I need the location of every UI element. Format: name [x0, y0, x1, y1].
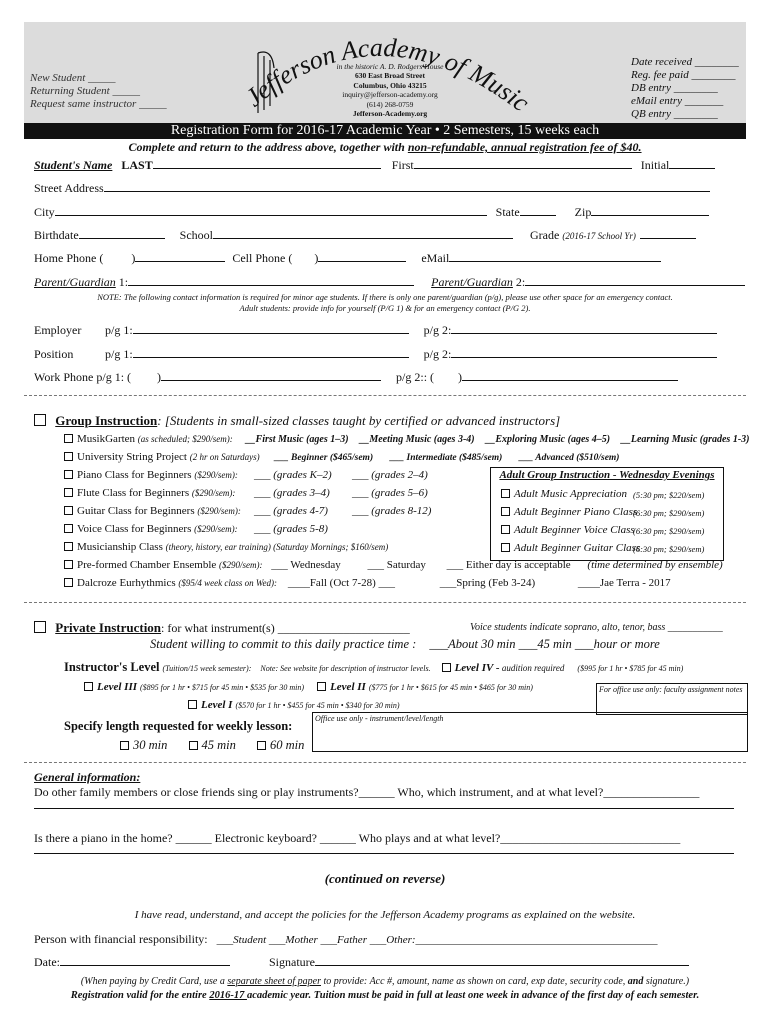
parent2-field[interactable]	[525, 285, 745, 286]
form-subtitle	[0, 140, 770, 155]
level3-label: Level III	[97, 681, 138, 693]
level4-checkbox[interactable]	[442, 663, 451, 672]
group-option-note: (time determined by ensemble)	[587, 559, 723, 571]
validity-part: academic year. Tuition must be paid in full at least one week in advance of the first day of each semester.	[246, 990, 700, 1001]
website-line: Jefferson-Academy.org	[352, 109, 428, 119]
home-phone-label: Home Phone (	[34, 251, 104, 265]
pg2-label: p/g 2:: (	[396, 370, 435, 384]
adult-row-label: Adult Beginner Guitar Class	[514, 542, 641, 554]
adult-row	[501, 488, 721, 500]
level2-checkbox[interactable]	[317, 682, 326, 691]
birthdate-field[interactable]	[79, 238, 165, 239]
guitar-checkbox[interactable]	[64, 506, 73, 515]
group-option[interactable]: ___ Beginner ($465/sem)	[274, 453, 374, 463]
private-heading: Private Instruction	[55, 620, 162, 635]
group-row-guitar	[64, 505, 241, 517]
level1-price: ($570 for 1 hr • $455 for 45 min • $340 for 30 min)	[235, 701, 400, 710]
level2-price: ($775 for 1 hr • $615 for 45 min • $465 for 30 min)	[368, 683, 533, 692]
position-row	[34, 347, 717, 362]
level4-label: Level IV -	[454, 662, 500, 674]
credit-note-part: (When paying by Credit Card, use a	[80, 976, 228, 987]
student-name-label: Student's Name	[34, 158, 113, 172]
chamber-checkbox[interactable]	[64, 560, 73, 569]
employer-pg2-field[interactable]	[451, 333, 717, 334]
returning-student-line[interactable]: Returning Student _____	[30, 85, 140, 97]
answer-line[interactable]	[34, 808, 734, 809]
home-phone-field[interactable]	[135, 261, 225, 262]
new-student-line[interactable]: New Student _____	[30, 72, 116, 84]
employer-label: Employer	[34, 323, 82, 337]
group-option[interactable]: ___ Intermediate ($485/sem)	[389, 453, 503, 463]
parent1-field[interactable]	[128, 285, 414, 286]
grade-note: (2016-17 School Yr)	[562, 231, 636, 241]
grade-field[interactable]	[640, 238, 696, 239]
group-option[interactable]: ___ Saturday	[367, 559, 426, 571]
adult-checkbox[interactable]	[501, 507, 510, 516]
answer-line[interactable]	[34, 853, 734, 854]
credit-note-part: separate sheet of paper	[227, 976, 321, 987]
level1-label: Level I	[201, 699, 233, 711]
work-phone-pg1-field[interactable]	[161, 380, 381, 381]
piano-checkbox[interactable]	[64, 470, 73, 479]
state-field[interactable]	[520, 215, 556, 216]
section-divider	[24, 762, 746, 763]
group-row-musikgarten	[64, 433, 749, 445]
group-option[interactable]: ___ Either day is acceptable	[446, 559, 571, 571]
group-option[interactable]: ___ (grades 5–6)	[352, 487, 428, 499]
continued-note: (continued on reverse)	[324, 871, 446, 886]
level1-checkbox[interactable]	[188, 700, 197, 709]
initial-label: Initial	[640, 158, 670, 172]
group-option[interactable]: ___ Advanced ($510/sem)	[519, 453, 620, 463]
group-option[interactable]: ___ Wednesday	[271, 559, 341, 571]
street-label: Street Address	[34, 181, 104, 195]
level2-label: Level II	[330, 681, 366, 693]
position-pg1-field[interactable]	[133, 357, 409, 358]
phone-row: Home Phone ( ) Cell Phone ( ) eMail	[34, 251, 661, 266]
group-row-label: MusikGarten	[77, 433, 136, 445]
group-option[interactable]: ___Spring (Feb 3-24)	[439, 577, 536, 589]
first-name-label: First	[391, 158, 414, 172]
group-row-note: ($95/4 week class on Wed):	[178, 578, 278, 588]
group-option[interactable]: ___ (grades K–2)	[254, 469, 332, 481]
group-row-note: ($290/sem):	[194, 524, 238, 534]
group-option[interactable]: ___ (grades 2–4)	[352, 469, 428, 481]
pg1-label: p/g 1:	[105, 347, 133, 361]
last-name-field[interactable]	[153, 168, 381, 169]
length-45-checkbox[interactable]	[189, 741, 198, 750]
adult-row-label: Adult Music Appreciation	[514, 488, 628, 500]
adult-row-label: Adult Beginner Piano Class	[514, 506, 638, 518]
level-web-note: Note: See website for description of instructor levels.	[260, 664, 431, 673]
section-divider	[24, 602, 746, 603]
adult-row	[501, 542, 721, 554]
position-pg2-field[interactable]	[451, 357, 717, 358]
level3-price: ($895 for 1 hr • $715 for 45 min • $535 for 30 min)	[140, 683, 305, 692]
group-row-note: ($290/sem):	[219, 560, 263, 570]
financial-options[interactable]: ___Student ___Mother ___Father ___Other:____________________________________________	[216, 934, 658, 946]
section-divider	[24, 395, 746, 396]
group-heading-note: : [Students in small-sized classes taught by certified or advanced instructors]	[157, 413, 561, 428]
office-use-box-1[interactable]	[596, 683, 748, 715]
group-row-piano	[64, 469, 238, 481]
parent1-suffix: 1:	[115, 275, 129, 289]
birthdate-row	[34, 228, 696, 243]
level3-row	[84, 679, 533, 694]
practice-options[interactable]: ___About 30 min ___45 min ___hour or more	[429, 637, 660, 651]
grade-label: Grade	[530, 228, 560, 242]
piano-question[interactable]: Is there a piano in the home? ______ Electronic keyboard? ______ Who plays and at what level?______________________________	[34, 831, 681, 845]
group-row-label: University String Project	[77, 451, 187, 463]
student-name-row	[34, 158, 715, 173]
credit-note-part: and	[627, 976, 644, 987]
contact-note	[0, 292, 770, 314]
voice-note[interactable]: Voice students indicate soprano, alto, tenor, bass ___________	[470, 622, 723, 633]
private-heading-row	[34, 620, 410, 636]
employer-row	[34, 323, 717, 338]
financial-label: Person with financial responsibility:	[34, 932, 208, 946]
pg1-label: p/g 1: (	[96, 370, 132, 384]
length-30-checkbox[interactable]	[120, 741, 129, 750]
level4-price: ($995 for 1 hr • $785 for 45 min)	[577, 664, 684, 673]
adult-checkbox[interactable]	[501, 525, 510, 534]
dalcroze-checkbox[interactable]	[64, 578, 73, 587]
employer-pg1-field[interactable]	[133, 333, 409, 334]
adult-row	[501, 506, 721, 518]
group-row-label: Dalcroze Eurhythmics	[77, 577, 176, 589]
group-option[interactable]: ___ (grades 5-8)	[254, 523, 328, 535]
birthdate-label: Birthdate	[34, 228, 79, 242]
length-60-checkbox[interactable]	[257, 741, 266, 750]
office-entry-block	[631, 56, 739, 121]
level4-note: audition required	[499, 663, 565, 673]
date-field[interactable]	[60, 965, 230, 966]
zip-label: Zip	[574, 205, 592, 219]
work-phone-row: Work Phone p/g 1: ( ) p/g 2:: ( )	[34, 370, 678, 385]
adult-row-time: (5:30 pm; $220/sem)	[633, 490, 705, 500]
parent2-label: Parent/Guardian	[431, 275, 513, 289]
group-heading: Group Instruction	[55, 413, 158, 428]
musicianship-checkbox[interactable]	[64, 542, 73, 551]
email-field[interactable]	[449, 261, 661, 262]
fee-note: non-refundable, annual registration fee of $40.	[407, 140, 642, 154]
student-status-block	[30, 72, 167, 111]
group-row-label: Voice Class for Beginners	[77, 523, 192, 535]
position-label: Position	[34, 347, 74, 361]
credit-card-note	[0, 976, 770, 987]
street-field[interactable]	[104, 191, 710, 192]
group-row-note: ($290/sem):	[191, 488, 236, 498]
adult-row-time: (6:30 pm; $290/sem)	[633, 508, 705, 518]
group-row-label: Flute Class for Beginners	[77, 487, 190, 499]
pg2-label: p/g 2:	[423, 323, 452, 337]
email-line: inquiry@jefferson-academy.org	[342, 90, 438, 100]
general-heading: General information:	[34, 770, 141, 784]
date-label: Date:	[34, 955, 60, 969]
address-line: 630 East Broad Street	[355, 71, 425, 81]
flute-checkbox[interactable]	[64, 488, 73, 497]
group-row-flute	[64, 487, 235, 499]
reg-fee-line[interactable]: Reg. fee paid ________	[631, 69, 736, 81]
parent1-label: Parent/Guardian	[34, 275, 116, 289]
group-option[interactable]: __First Music (ages 1–3)	[245, 434, 349, 445]
office-use-box-2[interactable]	[312, 712, 748, 752]
adult-box-title: Adult Group Instruction - Wednesday Evenings	[499, 469, 715, 481]
contact-note-line1: NOTE: The following contact information is required for minor age students. If there is only one parent/guardian (p/g), please use other space for an emergency contact.	[97, 292, 673, 302]
date-received-line[interactable]: Date received ________	[631, 56, 739, 68]
validity-note	[0, 990, 770, 1001]
db-entry-line[interactable]: DB entry ________	[631, 82, 718, 94]
adult-row-time: (6:30 pm; $290/sem)	[633, 526, 705, 536]
level-label: Instructor's Level	[64, 660, 160, 674]
adult-group-box	[490, 467, 724, 561]
same-instructor-line[interactable]: Request same instructor _____	[30, 98, 167, 110]
validity-part: Registration valid for the entire	[70, 990, 210, 1001]
level1-row	[188, 697, 400, 712]
group-row-note: ($290/sem):	[194, 470, 238, 480]
group-row-voice	[64, 523, 238, 535]
family-music-question[interactable]: Do other family members or close friends sing or play instruments?______ Who, which instrument, and at what level?________________	[34, 785, 700, 799]
pg2-label: p/g 2:	[423, 347, 452, 361]
signature-label: Signature	[269, 955, 315, 969]
financial-row	[34, 932, 658, 947]
musikgarten-checkbox[interactable]	[64, 434, 73, 443]
group-row-note: (2 hr on Saturdays)	[189, 452, 260, 462]
state-label: State	[495, 205, 520, 219]
form-title-bar: Registration Form for 2016-17 Academic Year • 2 Semesters, 15 weeks each	[24, 123, 746, 139]
cell-phone-label: Cell Phone (	[232, 251, 293, 265]
office-box-label: Office use only - instrument/level/length	[315, 714, 444, 723]
group-option[interactable]: ___ (grades 4-7)	[254, 505, 328, 517]
length-label: Specify length requested for weekly lesson:	[64, 719, 293, 733]
practice-label: Student willing to commit to this daily practice time :	[150, 637, 417, 651]
subtitle-text: Complete and return to the address above, together with	[128, 140, 408, 154]
address-line: Columbus, Ohio 43215	[353, 80, 427, 90]
email-entry-line[interactable]: eMail entry _______	[631, 95, 724, 107]
group-option[interactable]: ___ (grades 3–4)	[254, 487, 330, 499]
length-option: 45 min	[201, 738, 236, 752]
signature-field[interactable]	[315, 965, 689, 966]
group-heading-row	[34, 413, 560, 429]
adult-row-label: Adult Beginner Voice Class	[514, 524, 635, 536]
signature-row	[34, 955, 689, 970]
group-row-note: (as scheduled; $290/sem):	[137, 434, 233, 444]
zip-field[interactable]	[591, 215, 709, 216]
school-field[interactable]	[213, 238, 513, 239]
group-row-note: ($290/sem):	[197, 506, 241, 516]
group-row-musicianship	[64, 541, 388, 553]
pg1-label: p/g 1:	[105, 323, 133, 337]
group-option[interactable]: ___ (grades 8-12)	[352, 505, 432, 517]
group-option[interactable]: __Learning Music (grades 1-3)	[620, 434, 750, 445]
group-row-string-project	[64, 451, 619, 463]
private-checkbox[interactable]	[34, 621, 46, 633]
group-row-note: (theory, history, ear training) (Saturday Mornings; $160/sem)	[165, 542, 389, 552]
city-row	[34, 205, 709, 220]
group-row-label: Pre-formed Chamber Ensemble	[77, 559, 217, 571]
level3-checkbox[interactable]	[84, 682, 93, 691]
length-option: 30 min	[133, 738, 168, 752]
school-label: School	[179, 228, 213, 242]
city-field[interactable]	[55, 215, 487, 216]
level-note: (Tuition/15 week semester):	[162, 664, 252, 673]
parent2-suffix: 2:	[512, 275, 526, 289]
address-block	[330, 62, 450, 118]
contact-note-line2: Adult students: provide info for yourself (P/G 1) & for an emergency contact (P/G 2).	[239, 303, 531, 313]
work-phone-label: Work Phone	[34, 370, 94, 384]
length-option: 60 min	[270, 738, 305, 752]
voice-checkbox[interactable]	[64, 524, 73, 533]
credit-note-part: signature.)	[643, 976, 690, 987]
adult-row-time: (6:30 pm; $290/sem)	[633, 544, 705, 554]
work-phone-pg2-field[interactable]	[462, 380, 678, 381]
string-project-checkbox[interactable]	[64, 452, 73, 461]
validity-part: 2016-17	[209, 990, 247, 1001]
group-checkbox[interactable]	[34, 414, 46, 426]
group-row-label: Piano Class for Beginners	[77, 469, 192, 481]
adult-checkbox[interactable]	[501, 543, 510, 552]
lyre-icon	[250, 48, 280, 118]
office-box-label: For office use only: faculty assignment notes	[599, 685, 743, 694]
practice-row	[150, 637, 660, 652]
group-row-label: Musicianship Class	[77, 541, 163, 553]
group-row-label: Guitar Class for Beginners	[77, 505, 195, 517]
first-name-field[interactable]	[414, 168, 632, 169]
city-label: City	[34, 205, 55, 219]
cell-phone-field[interactable]	[318, 261, 406, 262]
level-row	[64, 660, 683, 675]
group-option[interactable]: __Meeting Music (ages 3-4)	[359, 434, 475, 445]
credit-note-part: to provide: Acc #, amount, name as shown on card, exp date, security code,	[320, 976, 628, 987]
adult-checkbox[interactable]	[501, 489, 510, 498]
group-row-dalcroze	[64, 577, 671, 589]
instrument-field[interactable]: : for what instrument(s) ______________________	[161, 621, 410, 635]
adult-row	[501, 524, 721, 536]
group-option[interactable]: __Exploring Music (ages 4–5)	[485, 434, 611, 445]
qb-entry-line[interactable]: QB entry ________	[631, 108, 718, 120]
group-option[interactable]: ____Fall (Oct 7-28) ___	[287, 577, 396, 589]
group-option[interactable]: ____Jae Terra - 2017	[577, 577, 671, 589]
initial-field[interactable]	[669, 168, 715, 169]
address-line: in the historic A. D. Rodgers House	[336, 62, 444, 71]
length-options	[120, 738, 304, 753]
logo-text: Jefferson Academy of Music	[239, 32, 535, 118]
last-name-label: LAST	[121, 158, 153, 172]
street-row	[34, 181, 710, 196]
agreement-text: I have read, understand, and accept the policies for the Jefferson Academy programs as explained on the website.	[134, 909, 636, 921]
phone-line: (614) 268-0759	[366, 99, 414, 109]
email-label: eMail	[421, 251, 450, 265]
parent-row	[34, 275, 745, 290]
